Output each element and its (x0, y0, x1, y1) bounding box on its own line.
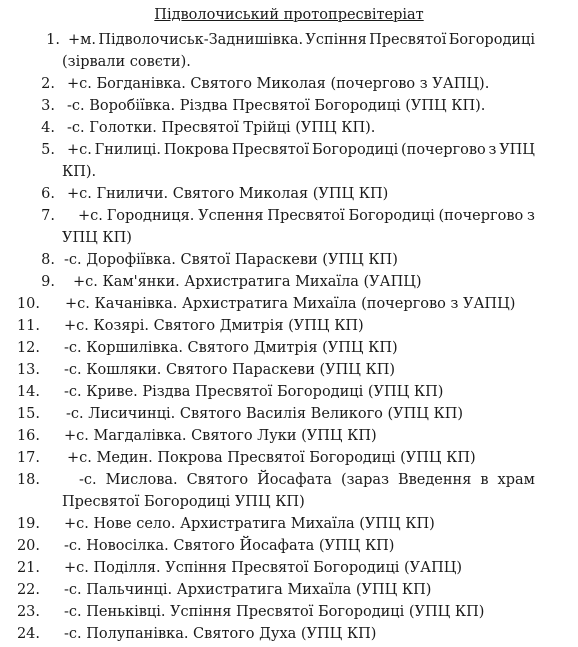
item-text: +с. Богданівка. Святого Миколая (почергово з УАПЦ). (67, 76, 490, 92)
item-text: +с. Магдалівка. Святого Луки (УПЦ КП) (64, 428, 377, 444)
item-number: 19. (16, 516, 40, 532)
item-text: -с. Дорофіївка. Святої Параскеви (УПЦ КП) (64, 252, 398, 268)
item-number: 15. (16, 406, 40, 422)
item-number: 5. (41, 142, 55, 158)
item-number: 16. (16, 428, 40, 444)
item-text-continuation: (зірвали совєти). (62, 54, 191, 70)
item-text: -с. Коршилівка. Святого Дмитрія (УПЦ КП) (64, 340, 398, 356)
item-text: +с. Нове село. Архистратига Михаїла (УПЦ КП) (64, 516, 435, 532)
item-number: 11. (16, 318, 40, 334)
item-number: 6. (41, 186, 55, 202)
item-text: -с. Воробіївка. Різдва Пресвятої Богородиці (УПЦ КП). (67, 98, 486, 114)
item-text: -с. Кошляки. Святого Параскеви (УПЦ КП) (64, 362, 396, 378)
item-text: +с. Медин. Покрова Пресвятої Богородиці (УПЦ КП) (67, 450, 476, 466)
item-text: -с. Пальчинці. Архистратига Михаїла (УПЦ КП) (64, 582, 432, 598)
item-text: +с. Городниця. Успення Пресвятої Богородиці (почергово з (78, 208, 535, 224)
item-number: 18. (16, 472, 40, 488)
item-text: -с. Мислова. Святого Йосафата (зараз Введення в храм (79, 472, 535, 488)
item-number: 17. (16, 450, 40, 466)
item-number: 10. (16, 296, 40, 312)
item-number: 7. (41, 208, 55, 224)
item-text: -с. Голотки. Пресвятої Трійці (УПЦ КП). (67, 120, 376, 136)
item-number: 24. (16, 626, 40, 642)
item-text-continuation: УПЦ КП) (62, 230, 132, 246)
item-text: +м. Підволочиськ-Заднишівка. Успіння Пресвятої Богородиці (68, 32, 535, 48)
item-number: 9. (41, 274, 55, 290)
item-number: 21. (16, 560, 40, 576)
item-text: +с. Козярі. Святого Дмитрія (УПЦ КП) (64, 318, 364, 334)
item-number: 4. (41, 120, 55, 136)
item-number: 3. (41, 98, 55, 114)
item-number: 20. (16, 538, 40, 554)
item-text: +с. Качанівка. Архистратига Михаїла (почергово з УАПЦ) (65, 296, 516, 312)
item-text: +с. Гниличи. Святого Миколая (УПЦ КП) (67, 186, 389, 202)
item-text: -с. Новосілка. Святого Йосафата (УПЦ КП) (64, 538, 395, 554)
item-number: 1. (46, 32, 60, 48)
item-text: +с. Поділля. Успіння Пресвятої Богородиці (УАПЦ) (64, 560, 463, 576)
item-text-continuation: Пресвятої Богородиці УПЦ КП) (62, 494, 305, 510)
item-number: 8. (41, 252, 55, 268)
item-number: 2. (41, 76, 55, 92)
item-text: +с. Гнилиці. Покрова Пресвятої Богородиці (почергово з УПЦ (67, 142, 535, 158)
item-text: -с. Криве. Різдва Пресвятої Богородиці (УПЦ КП) (64, 384, 444, 400)
item-number: 14. (16, 384, 40, 400)
item-number: 13. (16, 362, 40, 378)
item-text-continuation: КП). (62, 164, 97, 180)
item-number: 22. (16, 582, 40, 598)
item-text: -с. Лисичинці. Святого Василія Великого (УПЦ КП) (66, 406, 464, 422)
page-title: Підволочиський протопресвітеріат (154, 7, 424, 23)
item-text: -с. Полупанівка. Святого Духа (УПЦ КП) (64, 626, 377, 642)
item-text: -с. Пеньківці. Успіння Пресвятої Богородиці (УПЦ КП) (64, 604, 485, 620)
item-number: 23. (16, 604, 40, 620)
item-number: 12. (16, 340, 40, 356)
item-text: +с. Кам'янки. Архистратига Михаїла (УАПЦ) (73, 274, 422, 290)
